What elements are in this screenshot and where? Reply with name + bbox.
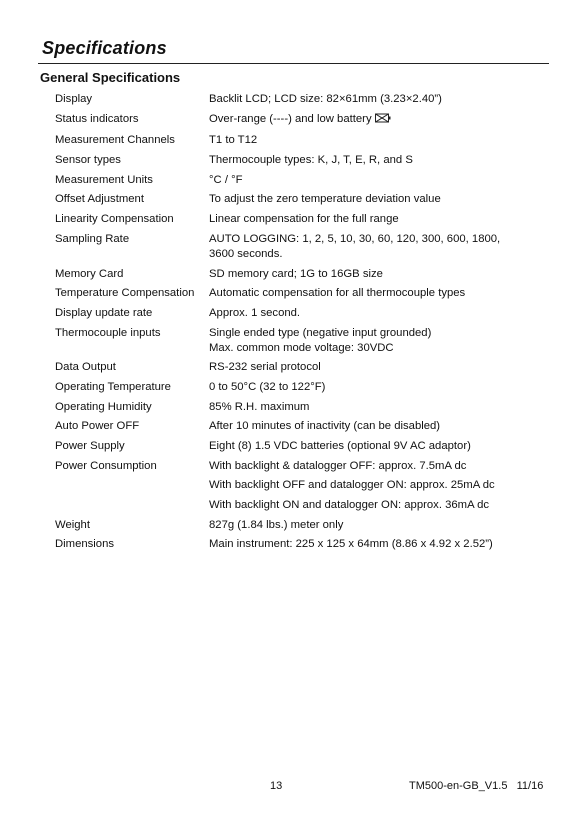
spec-row <box>55 232 555 262</box>
spec-label: Display <box>55 93 93 105</box>
spec-value-line: RS-232 serial protocol <box>209 361 321 374</box>
spec-row <box>55 326 555 356</box>
spec-row <box>55 439 555 454</box>
spec-label: Status indicators <box>55 112 139 125</box>
spec-value-line: 0 to 50°C (32 to 122°F) <box>209 380 326 393</box>
spec-row <box>55 133 555 148</box>
spec-row <box>55 400 555 415</box>
spec-value-line: Thermocouple types: K, J, T, E, R, and S <box>209 154 413 167</box>
spec-label: Measurement Units <box>55 173 153 186</box>
spec-label: Measurement Channels <box>55 134 175 147</box>
spec-value <box>209 306 555 321</box>
spec-value <box>209 153 555 168</box>
spec-value-line: Linear compensation for the full range <box>209 213 399 226</box>
spec-row <box>55 92 555 107</box>
spec-value <box>209 192 555 207</box>
spec-value-line: Backlit LCD; LCD size: 82×61mm (3.23×2.40”) <box>209 93 442 105</box>
spec-value-line: Approx. 1 second. <box>209 306 301 319</box>
spec-value <box>209 400 555 415</box>
spec-label: Operating Humidity <box>55 400 152 413</box>
spec-row <box>55 306 555 321</box>
page-title: Specifications <box>42 38 167 58</box>
spec-value <box>209 267 555 282</box>
page-number: 13 <box>270 780 283 792</box>
spec-value-line: Over-range (----) and low battery <box>209 112 372 125</box>
spec-label: Dimensions <box>55 538 115 551</box>
spec-value-line: 3600 seconds. <box>209 247 283 260</box>
spec-value <box>209 133 555 148</box>
spec-value <box>209 518 555 533</box>
title-divider <box>38 63 549 64</box>
spec-value-line: SD memory card; 1G to 16GB size <box>209 267 383 280</box>
spec-row <box>55 360 555 375</box>
spec-label: Data Output <box>55 361 116 374</box>
spec-value <box>209 92 555 107</box>
spec-value <box>209 419 555 434</box>
low-battery-icon <box>374 112 392 129</box>
spec-row <box>55 173 555 188</box>
spec-value-line: 85% R.H. maximum <box>209 400 310 413</box>
spec-row <box>55 537 555 552</box>
spec-label: Power Supply <box>55 440 125 452</box>
spec-row <box>55 212 555 227</box>
spec-label: Weight <box>55 518 90 531</box>
spec-row <box>55 518 555 533</box>
spec-value-line: Main instrument: 225 x 125 x 64mm (8.86 x 4.92 x 2.52”) <box>209 538 493 551</box>
spec-label: Memory Card <box>55 267 124 280</box>
spec-value <box>209 439 555 454</box>
spec-value <box>209 212 555 227</box>
spec-label: Offset Adjustment <box>55 193 144 206</box>
spec-value <box>209 326 555 356</box>
spec-value-line: Single ended type (negative input grounded) <box>209 326 432 339</box>
spec-value-line: After 10 minutes of inactivity (can be disabled) <box>209 420 441 433</box>
spec-value-line: Eight (8) 1.5 VDC batteries (optional 9V AC adaptor) <box>209 440 471 452</box>
spec-label: Display update rate <box>55 306 153 319</box>
spec-table <box>55 92 555 557</box>
section-heading: General Specifications <box>40 70 181 85</box>
spec-value-line: AUTO LOGGING: 1, 2, 5, 10, 30, 60, 120, 300, 600, 1800, <box>209 232 501 245</box>
spec-value-line: Automatic compensation for all thermocouple types <box>209 287 466 300</box>
spec-row <box>55 192 555 207</box>
spec-value <box>209 459 555 513</box>
spec-row <box>55 153 555 168</box>
spec-row <box>55 419 555 434</box>
spec-value <box>209 537 555 552</box>
spec-value-line: With backlight & datalogger OFF: approx. 7.5mA dc <box>209 459 467 472</box>
spec-value <box>209 173 555 188</box>
spec-label: Sensor types <box>55 154 121 167</box>
spec-value-line: To adjust the zero temperature deviation value <box>209 193 441 206</box>
spec-value <box>209 112 555 129</box>
spec-row <box>55 286 555 301</box>
spec-label: Sampling Rate <box>55 232 130 245</box>
spec-value-line: 827g (1.84 lbs.) meter only <box>209 518 344 531</box>
spec-value-line: With backlight OFF and datalogger ON: approx. 25mA dc <box>209 479 495 492</box>
spec-value <box>209 286 555 301</box>
spec-value-line: °C / °F <box>209 173 243 186</box>
spec-label: Auto Power OFF <box>55 420 140 433</box>
spec-value-line: With backlight ON and datalogger ON: approx. 36mA dc <box>209 499 490 512</box>
spec-row <box>55 380 555 395</box>
spec-row <box>55 112 555 129</box>
spec-label: Thermocouple inputs <box>55 326 161 339</box>
spec-value-line: T1 to T12 <box>209 134 258 147</box>
spec-label: Temperature Compensation <box>55 287 195 300</box>
spec-label: Linearity Compensation <box>55 213 174 226</box>
spec-value <box>209 360 555 375</box>
spec-label: Operating Temperature <box>55 380 171 393</box>
spec-value <box>209 232 555 262</box>
spec-value <box>209 380 555 395</box>
spec-label: Power Consumption <box>55 459 157 472</box>
spec-row <box>55 459 555 513</box>
spec-row <box>55 267 555 282</box>
document-id: TM500-en-GB_V1.5 11/16 <box>409 780 544 792</box>
spec-value-line: Max. common mode voltage: 30VDC <box>209 341 394 354</box>
